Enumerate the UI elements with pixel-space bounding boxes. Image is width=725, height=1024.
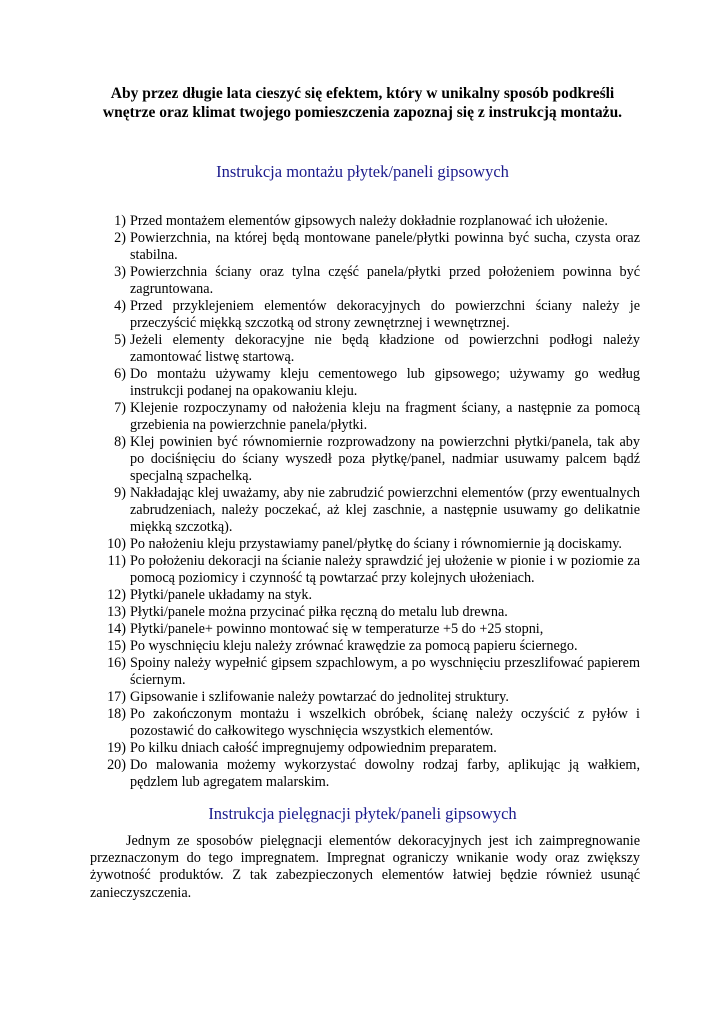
step-number: 14) bbox=[107, 621, 126, 637]
list-item bbox=[92, 587, 640, 604]
list-item bbox=[92, 638, 640, 655]
installation-title: Instrukcja montażu płytek/paneli gipsowych bbox=[216, 162, 509, 181]
care-paragraph: Jednym ze sposobów pielęgnacji elementów dekoracyjnych jest ich zaimpregnowanie przeznaczonym do tego impregnatem. Impregnat ograniczy wnikanie wody oraz zwiększy żywotność produktów. Z tak zabezpieczonych elementów łatwiej będzie również usunąć zanieczyszczenia. bbox=[90, 833, 640, 901]
step-number: 7) bbox=[114, 400, 126, 416]
step-text: Po zakończonym montażu i wszelkich obróbek, ścianę należy oczyścić z pyłów i pozostawić do całkowitego wyschnięcia wszystkich elementów. bbox=[130, 706, 640, 739]
step-number: 16) bbox=[107, 655, 126, 671]
step-text: Do montażu używamy kleju cementowego lub gipsowego; używamy go według instrukcji podanej na opakowaniu kleju. bbox=[130, 366, 640, 399]
step-number: 20) bbox=[107, 757, 126, 773]
step-text: Przed montażem elementów gipsowych należy dokładnie rozplanować ich ułożenie. bbox=[130, 213, 608, 229]
step-text: Klejenie rozpoczynamy od nałożenia kleju na fragment ściany, a następnie za pomocą grzebienia na powierzchnie panela/płytki. bbox=[130, 400, 640, 433]
step-number: 2) bbox=[114, 230, 126, 246]
list-item bbox=[92, 332, 640, 366]
list-item bbox=[92, 298, 640, 332]
list-item bbox=[92, 689, 640, 706]
step-number: 1) bbox=[114, 213, 126, 229]
list-item bbox=[92, 434, 640, 485]
list-item bbox=[92, 740, 640, 757]
step-number: 4) bbox=[114, 298, 126, 314]
step-text: Klej powinien być równomiernie rozprowadzony na powierzchni płytki/panela, tak aby po dociśnięciu do ściany wyszedł poza płytkę/panel, nadmiar usuwamy palcem bądź specjalną szpachelką. bbox=[130, 434, 640, 484]
step-number: 19) bbox=[107, 740, 126, 756]
step-number: 11) bbox=[107, 553, 126, 569]
step-text: Płytki/panele można przycinać piłka ręczną do metalu lub drewna. bbox=[130, 604, 508, 620]
step-number: 12) bbox=[107, 587, 126, 603]
step-text: Gipsowanie i szlifowanie należy powtarzać do jednolitej struktury. bbox=[130, 689, 509, 705]
list-item bbox=[92, 213, 640, 230]
list-item bbox=[92, 655, 640, 689]
list-item bbox=[92, 621, 640, 638]
intro-heading: Aby przez długie lata cieszyć się efektem, który w unikalny sposób podkreśli wnętrze oraz klimat twojego pomieszczenia zapoznaj się z instrukcją montażu. bbox=[102, 85, 623, 121]
step-number: 9) bbox=[114, 485, 126, 501]
care-title: Instrukcja pielęgnacji płytek/paneli gipsowych bbox=[208, 804, 517, 823]
list-item bbox=[92, 757, 640, 791]
list-item bbox=[92, 536, 640, 553]
step-number: 5) bbox=[114, 332, 126, 348]
list-item bbox=[92, 706, 640, 740]
list-item bbox=[92, 366, 640, 400]
list-item bbox=[92, 485, 640, 536]
step-number: 10) bbox=[107, 536, 126, 552]
step-number: 3) bbox=[114, 264, 126, 280]
step-text: Spoiny należy wypełnić gipsem szpachlowym, a po wyschnięciu przeszlifować papierem ściernym. bbox=[130, 655, 640, 688]
step-number: 6) bbox=[114, 366, 126, 382]
list-item bbox=[92, 400, 640, 434]
step-text: Powierzchnia, na której będą montowane panele/płytki powinna być sucha, czysta oraz stabilna. bbox=[130, 230, 640, 263]
step-text: Nakładając klej uważamy, aby nie zabrudzić powierzchni elementów (przy ewentualnych zabrudzeniach, należy poczekać, aż klej zaschnie, a następnie usuwamy go delikatnie miękką szczotką). bbox=[130, 485, 640, 535]
list-item bbox=[92, 604, 640, 621]
step-text: Po położeniu dekoracji na ścianie należy sprawdzić jej ułożenie w pionie i w poziomie za pomocą poziomicy i czynność tą powtarzać przy kolejnych ułożeniach. bbox=[130, 553, 640, 586]
step-text: Przed przyklejeniem elementów dekoracyjnych do powierzchni ściany należy je przeczyścić miękką szczotką od strony zewnętrznej i wewnętrznej. bbox=[130, 298, 640, 331]
list-item bbox=[92, 553, 640, 587]
step-text: Płytki/panele+ powinno montować się w temperaturze +5 do +25 stopni, bbox=[130, 621, 544, 637]
step-text: Po kilku dniach całość impregnujemy odpowiednim preparatem. bbox=[130, 740, 497, 756]
installation-steps-list bbox=[92, 213, 640, 791]
step-number: 17) bbox=[107, 689, 126, 705]
step-text: Po nałożeniu kleju przystawiamy panel/płytkę do ściany i równomiernie ją dociskamy. bbox=[130, 536, 622, 552]
list-item bbox=[92, 230, 640, 264]
step-text: Do malowania możemy wykorzystać dowolny rodzaj farby, aplikując ją wałkiem, pędzlem lub agregatem malarskim. bbox=[130, 757, 640, 790]
step-text: Płytki/panele układamy na styk. bbox=[130, 587, 313, 603]
step-text: Powierzchnia ściany oraz tylna część panela/płytki przed położeniem powinna być zagruntowana. bbox=[130, 264, 640, 297]
step-text: Jeżeli elementy dekoracyjne nie będą kładzione od powierzchni podłogi należy zamontować listwę startową. bbox=[130, 332, 640, 365]
list-item bbox=[92, 264, 640, 298]
step-number: 8) bbox=[114, 434, 126, 450]
step-number: 15) bbox=[107, 638, 126, 654]
step-number: 13) bbox=[107, 604, 126, 620]
step-text: Po wyschnięciu kleju należy zrównać krawędzie za pomocą papieru ściernego. bbox=[130, 638, 578, 654]
step-number: 18) bbox=[107, 706, 126, 722]
